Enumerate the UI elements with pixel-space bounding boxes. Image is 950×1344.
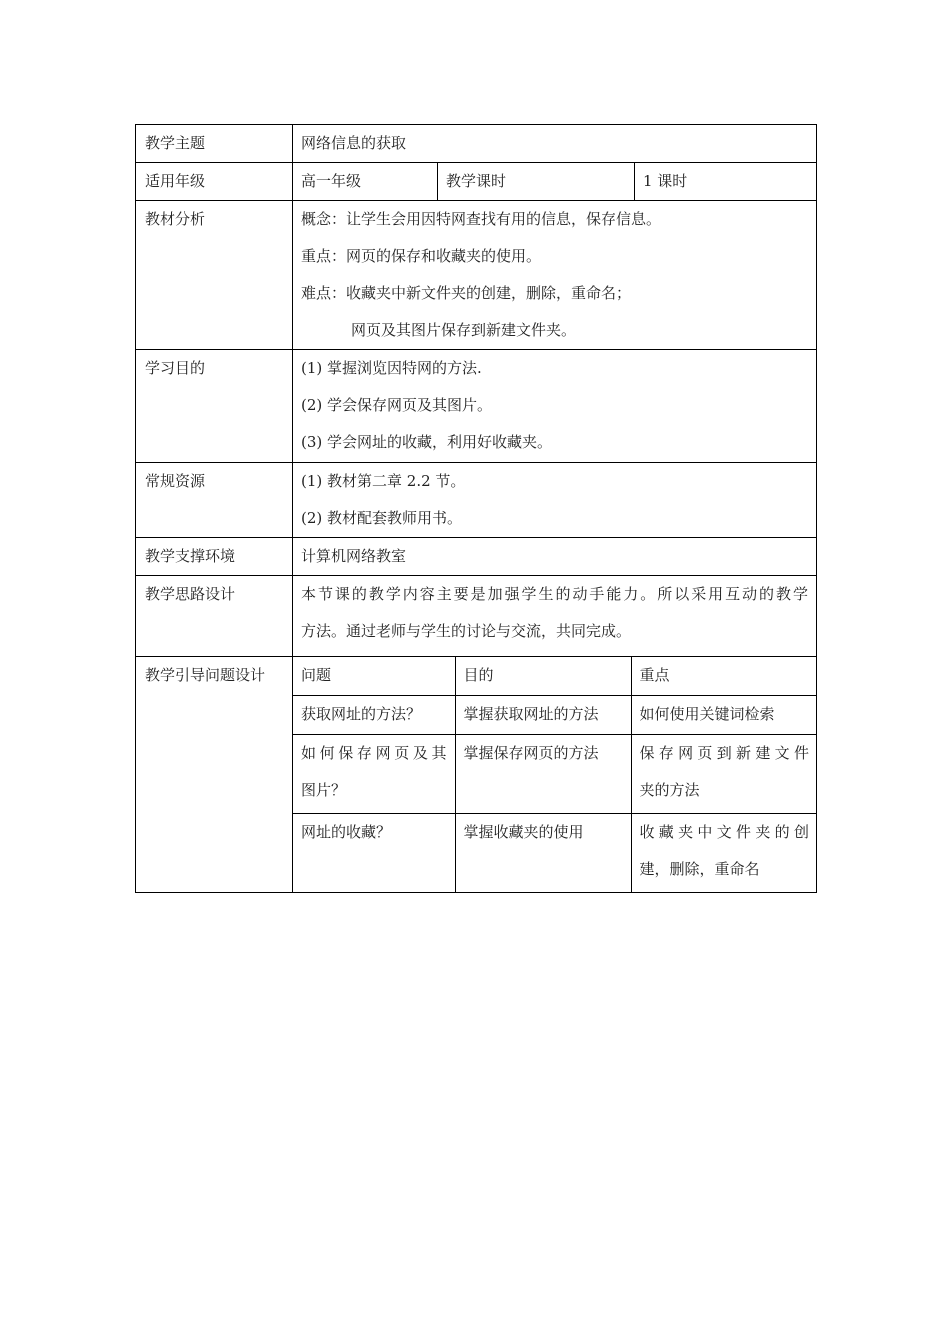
purpose-cell: 掌握保存网页的方法 <box>455 734 631 813</box>
value-design <box>293 576 817 657</box>
question-line: 图片？ <box>301 780 347 799</box>
design-line: 本节课的教学内容主要是加强学生的动手能力。所以采用互动的教学 <box>301 585 808 603</box>
table-row <box>293 695 817 734</box>
label-questions: 教学引导问题设计 <box>136 657 293 893</box>
label-resources: 常规资源 <box>136 463 293 538</box>
focus-line: 夹的方法 <box>639 780 700 799</box>
analysis-line: 概念：让学生会用因特网查找有用的信息，保存信息。 <box>301 210 662 228</box>
analysis-line: 重点：网页的保存和收藏夹的使用。 <box>301 247 542 265</box>
header-question: 问题 <box>293 657 455 695</box>
value-grade: 高一年级 <box>293 163 438 201</box>
value-environment: 计算机网络教室 <box>293 538 817 576</box>
question-line: 如何保存网页及其 <box>301 743 447 762</box>
purpose-cell: 掌握收藏夹的使用 <box>455 813 631 892</box>
question-cell: 获取网址的方法？ <box>293 695 455 734</box>
label-design: 教学思路设计 <box>136 576 293 657</box>
label-hours: 教学课时 <box>438 163 635 201</box>
question-cell <box>293 734 455 813</box>
row-goals <box>136 350 817 463</box>
goal-item: (3) 学会网址的收藏，利用好收藏夹。 <box>301 433 553 451</box>
lesson-plan-table <box>135 124 817 893</box>
questions-cell <box>293 657 817 893</box>
value-analysis <box>293 201 817 350</box>
focus-cell <box>631 734 817 813</box>
header-purpose: 目的 <box>455 657 631 695</box>
value-hours: 1 课时 <box>635 163 817 201</box>
resource-item: (2) 教材配套教师用书。 <box>301 509 463 527</box>
label-environment: 教学支撑环境 <box>136 538 293 576</box>
focus-line: 保存网页到新建文件 <box>639 743 809 762</box>
row-analysis <box>136 201 817 350</box>
label-grade: 适用年级 <box>136 163 293 201</box>
focus-line: 收藏夹中文件夹的创 <box>639 822 809 841</box>
questions-header-row <box>293 657 817 695</box>
analysis-line: 难点：收藏夹中新文件夹的创建，删除，重命名； <box>301 284 632 302</box>
row-questions <box>136 657 817 893</box>
questions-table <box>293 657 817 892</box>
design-line: 方法。通过老师与学生的讨论与交流，共同完成。 <box>301 622 632 640</box>
value-goals <box>293 350 817 463</box>
table-row <box>293 734 817 813</box>
resource-item: (1) 教材第二章 2.2 节。 <box>301 472 466 490</box>
focus-cell <box>631 813 817 892</box>
focus-line: 建，删除，重命名 <box>639 859 760 878</box>
row-topic <box>136 125 817 163</box>
analysis-line: 网页及其图片保存到新建文件夹。 <box>351 321 577 339</box>
label-analysis: 教材分析 <box>136 201 293 350</box>
focus-cell: 如何使用关键词检索 <box>631 695 817 734</box>
row-grade <box>136 163 817 201</box>
row-resources <box>136 463 817 538</box>
goal-item: (1) 掌握浏览因特网的方法. <box>301 359 482 377</box>
purpose-cell: 掌握获取网址的方法 <box>455 695 631 734</box>
header-focus: 重点 <box>631 657 817 695</box>
value-resources <box>293 463 817 538</box>
row-design <box>136 576 817 657</box>
question-cell: 网址的收藏？ <box>293 813 455 892</box>
row-environment <box>136 538 817 576</box>
table-row <box>293 813 817 892</box>
goal-item: (2) 学会保存网页及其图片。 <box>301 396 493 414</box>
value-topic: 网络信息的获取 <box>293 125 817 163</box>
label-topic: 教学主题 <box>136 125 293 163</box>
label-goals: 学习目的 <box>136 350 293 463</box>
